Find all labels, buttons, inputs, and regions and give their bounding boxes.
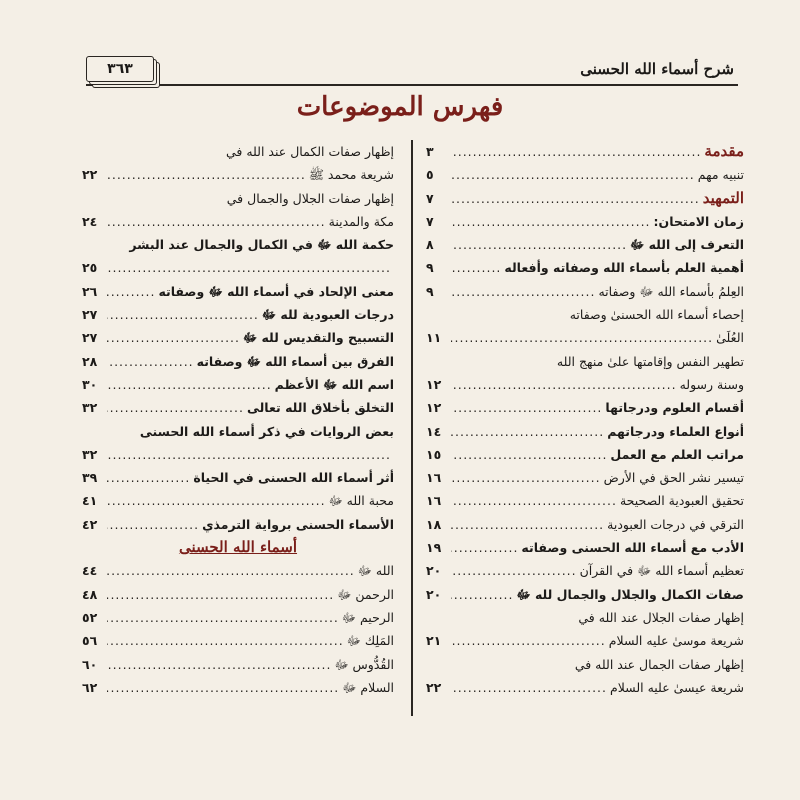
toc-entry (426, 326, 744, 349)
toc-entry-title: بعض الروايات في ذكر أسماء الله الحسنى (139, 423, 394, 439)
toc-entry-title: العِلمُ بأسماء الله ﷻ وصفاته (598, 283, 744, 299)
toc-entry-title: إحصاء أسماء الله الحسنىٰ وصفاته (569, 307, 744, 323)
toc-entry-title: الرحمن ﷻ (337, 586, 394, 602)
toc-entry-page: ١١ (426, 330, 442, 346)
toc-entry-title: إظهار صفات الكمال عند الله في (225, 144, 394, 159)
toc-entry (426, 350, 744, 373)
toc-entry (82, 420, 394, 443)
toc-entry-page: ٤٨ (82, 586, 98, 602)
toc-column-left (82, 140, 394, 699)
dot-leader (107, 653, 331, 676)
dot-leader (451, 536, 518, 559)
dot-leader (451, 396, 602, 419)
dot-leader (107, 350, 194, 373)
toc-entry-title: القُدُّوس ﷻ (334, 656, 394, 672)
toc-entry-page: ٢٢ (426, 679, 442, 695)
toc-entry-title: شريعة محمد ﷺ (308, 167, 394, 183)
toc-entry-page: ١٩ (426, 540, 442, 556)
toc-entry-title: إظهار صفات الجمال عند الله في (574, 656, 744, 672)
toc-entry-title: تيسير نشر الحق في الأرض (603, 470, 744, 486)
toc-entry-title: محبة الله ﷻ (328, 493, 394, 509)
toc-entry-page: ٣٢ (82, 400, 98, 416)
column-divider (411, 140, 413, 716)
toc-entry (426, 466, 744, 489)
toc-entry (426, 256, 744, 279)
dot-leader (451, 256, 501, 279)
toc-entry-title: مكة والمدينة (328, 213, 394, 229)
dot-leader (107, 303, 259, 326)
toc-entry (426, 606, 744, 629)
toc-entry (82, 396, 394, 419)
dot-leader (451, 489, 617, 512)
toc-entry (426, 373, 744, 396)
toc-entry-page: ٢٠ (426, 563, 442, 579)
toc-entry-title: تنبيه مهم (697, 167, 744, 183)
toc-entry-title: درجات العبودية لله ﷻ (261, 307, 394, 323)
toc-entry-page: ٣٠ (82, 376, 98, 392)
dot-leader (107, 629, 344, 652)
toc-entry-title: العُلَىٰ (716, 330, 744, 346)
toc-entry (426, 653, 744, 676)
toc-entry-title: شريعة عيسىٰ عليه السلام (609, 679, 744, 695)
dot-leader (451, 233, 627, 256)
section-heading: أسماء الله الحسنى (178, 538, 298, 557)
dot-leader (451, 676, 607, 699)
toc-entry-page: ٢٥ (82, 260, 98, 276)
dot-leader (451, 629, 606, 652)
toc-entry-page: ٢٧ (82, 307, 98, 323)
toc-entry-title: مراتب العلم مع العمل (610, 446, 744, 462)
toc-entry-page: ١٦ (426, 470, 442, 486)
toc-entry-title: الفرق بين أسماء الله ﷻ وصفاته (196, 353, 394, 369)
dot-leader (451, 140, 701, 163)
toc-entry (426, 536, 744, 559)
dot-leader (107, 606, 339, 629)
toc-entry-title: معنى الإلحاد في أسماء الله ﷻ وصفاته (158, 283, 394, 299)
dot-leader (107, 326, 240, 349)
toc-entry-page: ٥٦ (82, 633, 98, 649)
toc-entry (82, 536, 394, 559)
toc-column-right (426, 140, 744, 699)
toc-entry-page: ٢٧ (82, 330, 98, 346)
toc-entry-page: ٤٢ (82, 516, 98, 532)
toc-entry (82, 280, 394, 303)
toc-entry-page: ٤٤ (82, 563, 98, 579)
toc-entry (426, 280, 744, 303)
toc-entry-page: ٥٢ (82, 609, 98, 625)
toc-entry-page: ١٥ (426, 446, 442, 462)
toc-entry (82, 140, 394, 163)
toc-entry-page: ٣ (426, 144, 434, 159)
toc-entry-title: السلام ﷻ (342, 679, 394, 695)
dot-leader (107, 280, 155, 303)
toc-entry-page: ١٨ (426, 516, 442, 532)
toc-entry-title: التخلق بأخلاق الله تعالى (246, 400, 394, 416)
toc-entry (82, 676, 394, 699)
toc-entry-page: ٢١ (426, 633, 442, 649)
toc-entry-page: ٢٠ (426, 586, 442, 602)
index-title: فهرس الموضوعات (296, 92, 504, 122)
toc-entry (82, 256, 394, 279)
toc-entry (426, 140, 744, 163)
toc-entry-title: أثر أسماء الله الحسنى في الحياة (193, 470, 394, 486)
toc-entry-page: ٣٩ (82, 470, 98, 486)
toc-entry (82, 629, 394, 652)
toc-entry (426, 303, 744, 326)
toc-entry-title: مقدمة (704, 142, 744, 160)
toc-entry (82, 233, 394, 256)
toc-entry-title: أنواع العلماء ودرجاتهم (607, 423, 744, 439)
toc-entry (426, 233, 744, 256)
toc-entry-page: ٧ (426, 190, 434, 206)
dot-leader (107, 210, 326, 233)
toc-entry-page: ٢٨ (82, 353, 98, 369)
dot-leader (107, 163, 306, 186)
toc-entry-page: ١٢ (426, 376, 442, 392)
toc-entry (426, 187, 744, 210)
dot-leader (107, 443, 391, 466)
toc-entry (82, 210, 394, 233)
toc-entry (82, 187, 394, 210)
dot-leader (451, 583, 513, 606)
toc-entry (82, 326, 394, 349)
toc-entry-title: التمهيد (702, 188, 744, 207)
dot-leader (107, 513, 199, 536)
toc-entry (82, 373, 394, 396)
toc-entry (82, 513, 394, 536)
dot-leader (107, 466, 190, 489)
dot-leader (451, 326, 713, 349)
toc-entry (82, 583, 394, 606)
toc-entry-page: ٢٦ (82, 283, 98, 299)
toc-entry-title: تعظيم أسماء الله ﷻ في القرآن (579, 563, 744, 579)
toc-entry (426, 513, 744, 536)
dot-leader (451, 420, 604, 443)
toc-entry-page: ٣٢ (82, 446, 98, 462)
toc-entry-title: الترقي في درجات العبودية (607, 516, 744, 532)
dot-leader (451, 280, 595, 303)
running-header (86, 58, 738, 86)
toc-entry-title: الأسماء الحسنى برواية الترمذي (202, 516, 394, 532)
toc-entry-page: ٦٢ (82, 679, 98, 695)
dot-leader (107, 396, 244, 419)
toc-entry-title: الأدب مع أسماء الله الحسنى وصفاته (521, 540, 744, 556)
book-title: شرح أسماء الله الحسنى (580, 60, 734, 78)
toc-entry-title: إظهار صفات الجلال عند الله في (578, 609, 744, 625)
toc-entry-page: ٥ (426, 167, 434, 183)
toc-entry-title: زمان الامتحان: (653, 213, 744, 229)
toc-entry (426, 420, 744, 443)
toc-entry-title: التعرف إلى الله ﷻ (630, 237, 744, 253)
toc-entry-title: الرحيم ﷻ (341, 609, 394, 625)
toc-entry-title: شريعة موسىٰ عليه السلام (608, 633, 744, 649)
toc-entry-title: أقسام العلوم ودرجاتها (605, 400, 744, 416)
toc-entry-title: الله ﷻ (357, 563, 394, 579)
toc-entry-title: صفات الكمال والجلال والجمال لله ﷻ (516, 586, 744, 602)
toc-entry-page: ١٦ (426, 493, 442, 509)
toc-entry-page: ٦٠ (82, 656, 98, 672)
toc-entry (426, 583, 744, 606)
toc-entry (82, 653, 394, 676)
toc-entry (82, 559, 394, 582)
dot-leader (451, 163, 695, 186)
dot-leader (107, 676, 339, 699)
dot-leader (451, 443, 607, 466)
toc-entry-title: وسنة رسوله (679, 376, 744, 392)
toc-entry (426, 489, 744, 512)
toc-entry (82, 466, 394, 489)
dot-leader (451, 210, 651, 233)
dot-leader (107, 559, 355, 582)
dot-leader (451, 513, 604, 536)
toc-entry (82, 606, 394, 629)
dot-leader (451, 187, 700, 210)
toc-entry (426, 443, 744, 466)
toc-entry (82, 303, 394, 326)
toc-entry-page: ٢٤ (82, 213, 98, 229)
toc-entry (426, 629, 744, 652)
toc-entry-page: ٩ (426, 260, 434, 276)
toc-entry-page: ٨ (426, 237, 434, 253)
toc-entry-page: ٧ (426, 213, 434, 229)
toc-entry-title: تطهير النفس وإقامتها علىٰ منهج الله (556, 353, 744, 369)
toc-entry-title: تحقيق العبودية الصحيحة (619, 493, 744, 509)
toc-entry-page: ١٤ (426, 423, 442, 439)
toc-entry (426, 396, 744, 419)
dot-leader (451, 466, 601, 489)
dot-leader (107, 373, 272, 396)
page-number: ٣٦٣ (86, 56, 154, 82)
toc-entry-title: أهمية العلم بأسماء الله وصفاته وأفعاله (504, 260, 744, 276)
toc-entry-page: ٤١ (82, 493, 98, 509)
toc-entry-title: إظهار صفات الجلال والجمال في (226, 190, 394, 206)
toc-entry (426, 676, 744, 699)
toc-entry (82, 443, 394, 466)
toc-entry (82, 350, 394, 373)
toc-entry (426, 210, 744, 233)
toc-entry (426, 163, 744, 186)
toc-entry-title: التسبيح والتقديس لله ﷻ (243, 330, 394, 346)
toc-entry (82, 489, 394, 512)
toc-entry-title: اسم الله ﷻ الأعظم (274, 376, 394, 392)
toc-entry-page: ٢٢ (82, 167, 98, 183)
dot-leader (451, 373, 677, 396)
toc-entry-page: ٩ (426, 283, 434, 299)
dot-leader (107, 489, 326, 512)
toc-entry-title: المَلِك ﷻ (346, 633, 394, 649)
toc-entry-page: ١٢ (426, 400, 442, 416)
toc-entry (426, 559, 744, 582)
dot-leader (107, 256, 391, 279)
toc-entry-title: حكمة الله ﷻ في الكمال والجمال عند البشر (129, 237, 394, 253)
toc-entry (82, 163, 394, 186)
dot-leader (451, 559, 577, 582)
dot-leader (107, 583, 334, 606)
